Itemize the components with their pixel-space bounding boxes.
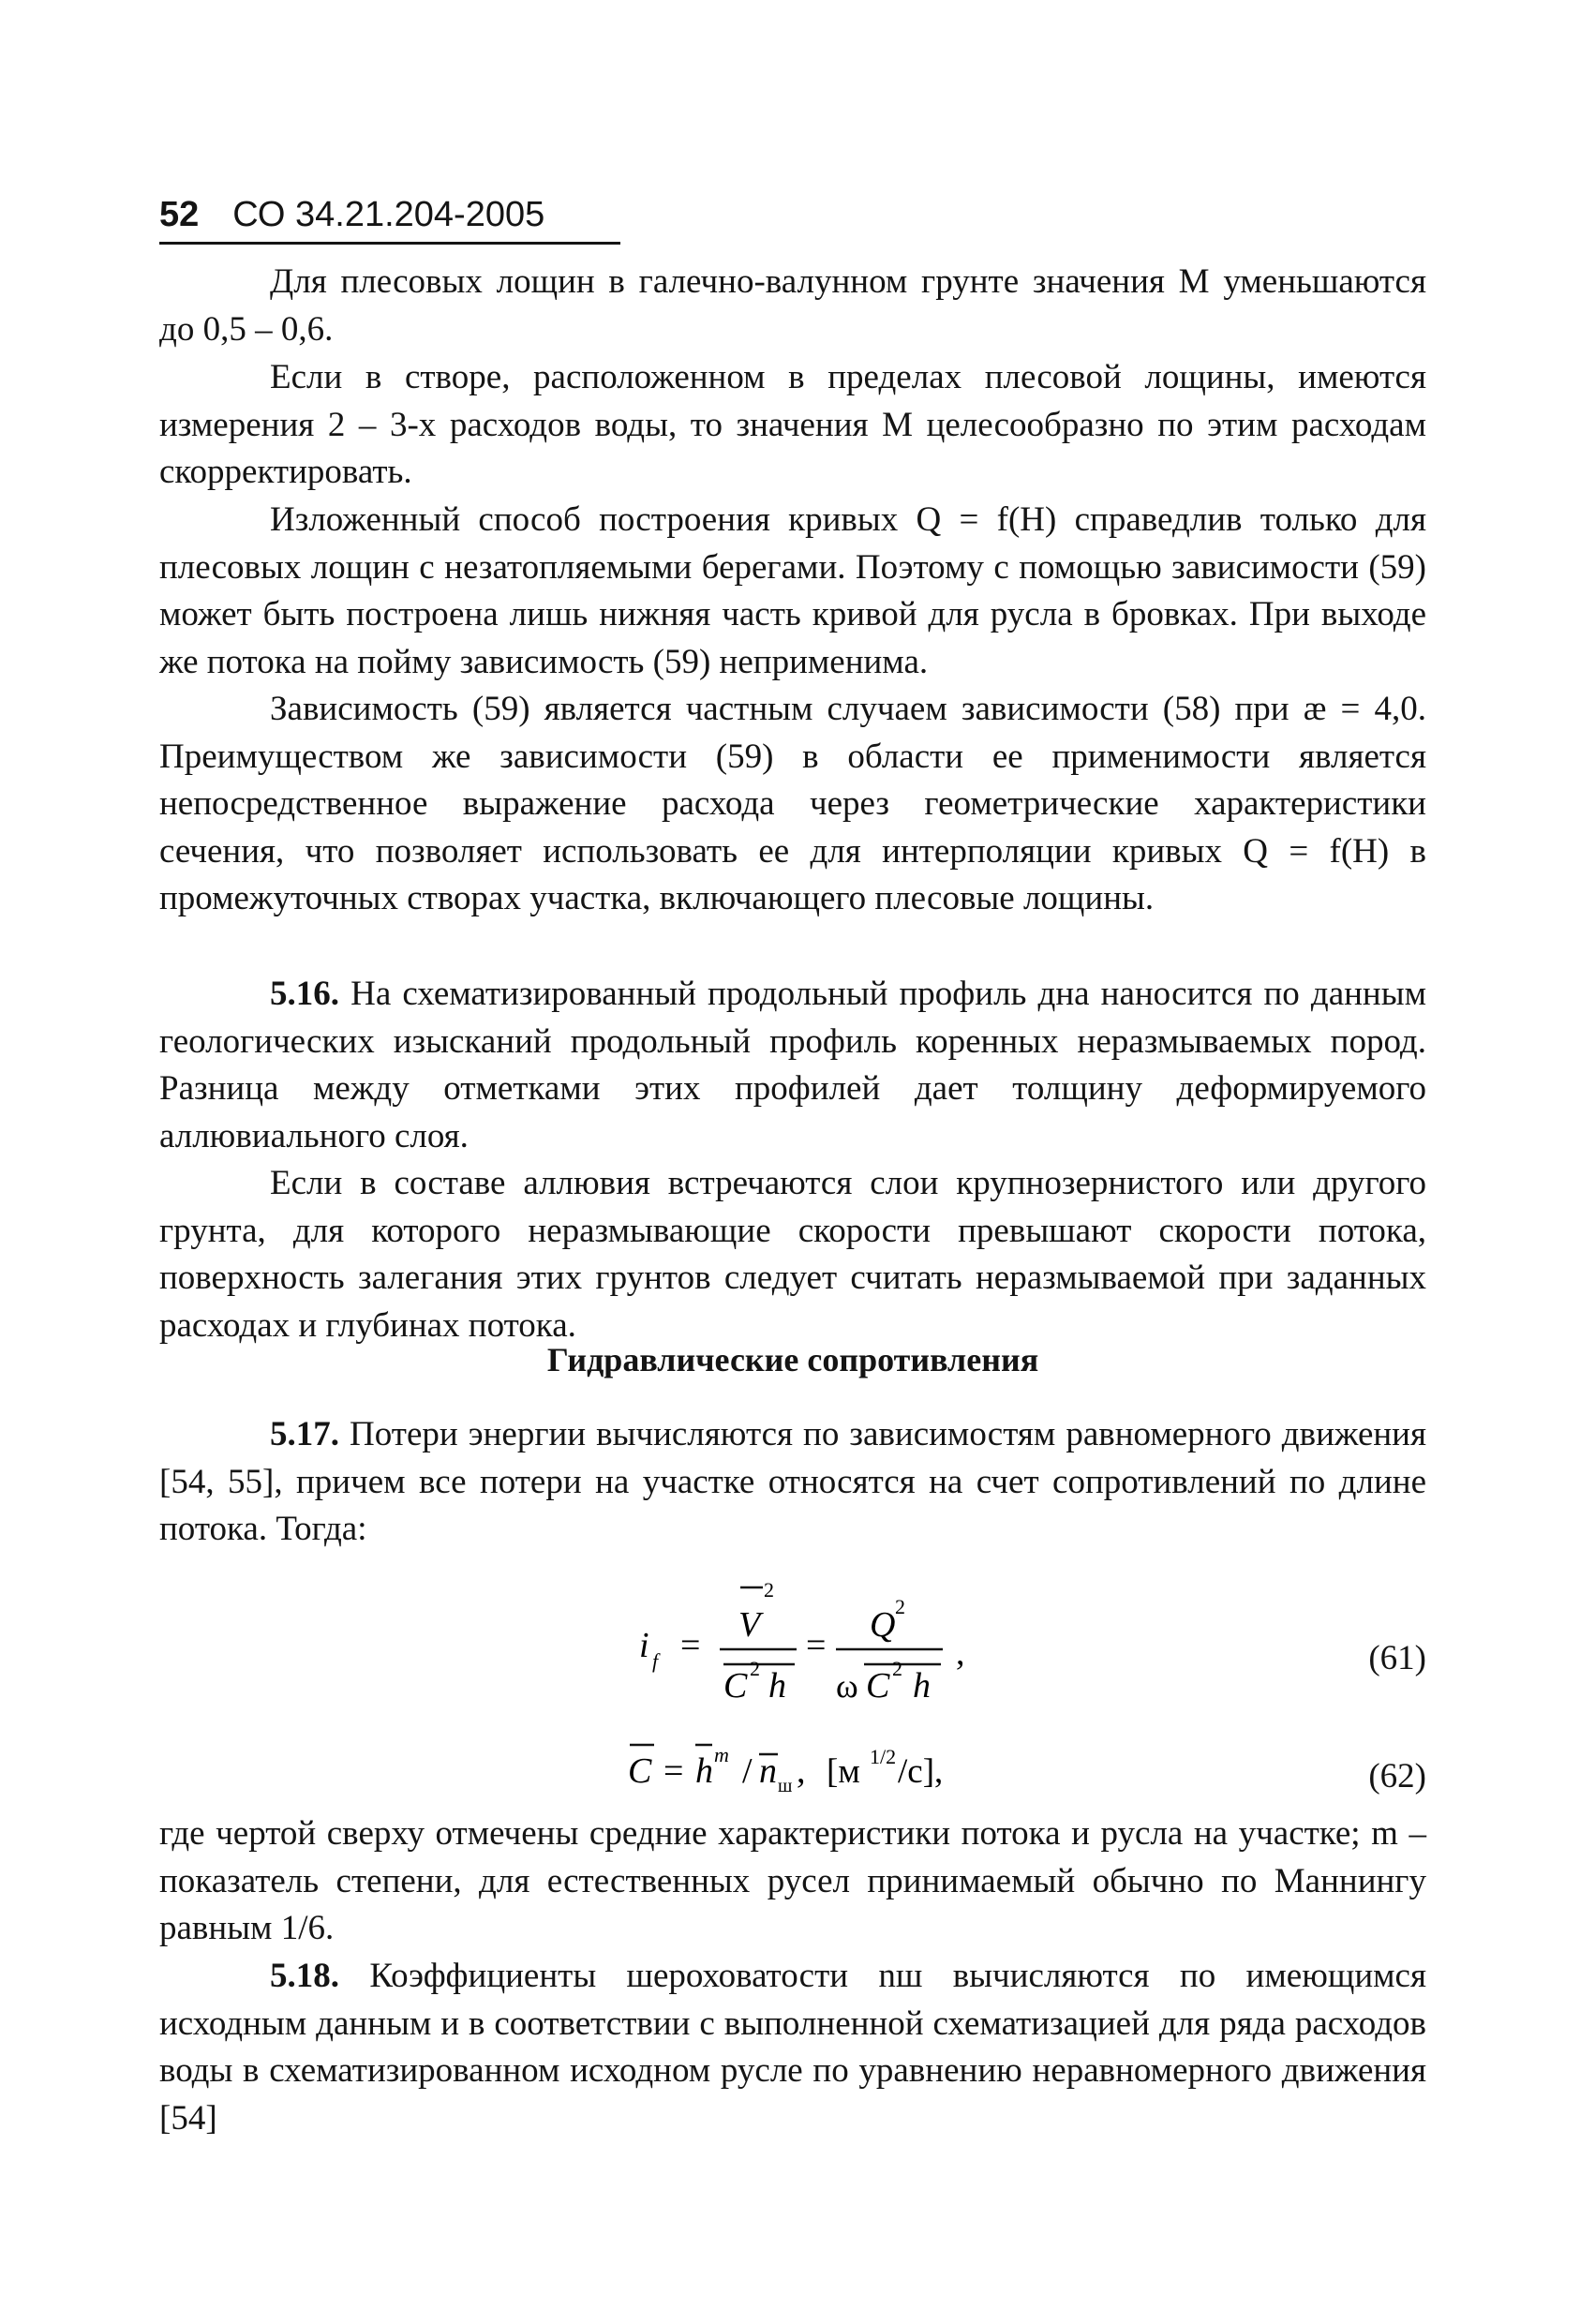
f61-lhs: i <box>639 1626 649 1665</box>
f61-den1-sup: 2 <box>750 1657 760 1680</box>
f61-den2-tail: h <box>913 1666 931 1706</box>
clause-number: 5.16. <box>270 975 339 1013</box>
formula-61 <box>628 1571 1021 1721</box>
f62-lhs: C <box>628 1751 652 1791</box>
paragraph-2: Если в створе, расположенном в пределах плесовой лощины, имеются измерения 2 – 3-х расходов воды, то значения M целесообразно по этим расходам скорректировать. <box>159 358 1426 491</box>
f62-units-tail: /с], <box>898 1752 944 1791</box>
f62-n-sub: ш <box>778 1776 793 1796</box>
paragraph-5-16: 5.16. На схематизированный продольный профиль дна наносится по данным геологических изысканий продольный профиль коренных неразмываемых пород. Разница между отметками этих профилей дает толщину деформируемого аллювиального слоя. <box>159 975 1426 1155</box>
document-code: СО 34.21.204-2005 <box>232 195 545 234</box>
f61-lhs-sub: f <box>652 1649 659 1673</box>
clause-number: 5.17. <box>270 1415 339 1453</box>
f61-den2-sup: 2 <box>892 1657 902 1680</box>
f61-eq-2: = <box>806 1626 827 1665</box>
f62-eq: = <box>663 1751 684 1791</box>
f62-units-sup: 1/2 <box>870 1745 897 1768</box>
formula-62 <box>619 1728 1031 1803</box>
f61-eq-1: = <box>680 1626 701 1665</box>
f61-num2-sup: 2 <box>895 1595 905 1618</box>
page-number: 52 <box>159 195 200 234</box>
page-header <box>159 187 620 245</box>
f61-den2-pre: ω <box>836 1667 858 1705</box>
paragraph-5-17: 5.17. Потери энергии вычисляются по зависимостям равномерного движения [54, 55], причем все потери на участке относятся на счет сопротивлений по длине потока. Тогда: <box>159 1415 1426 1548</box>
paragraph-4: Зависимость (59) является частным случаем зависимости (58) при æ = 4,0. Преимуществом же зависимости (59) в области ее применимости является непосредственное выражение расхода через геометрические характеристики сечения, что позволяет использовать ее для интерполяции кривых Q = f(H) в промежуточных створах участка, включающего плесовые лощины. <box>159 690 1426 917</box>
f61-den1-tail: h <box>768 1666 786 1706</box>
f62-n: n <box>759 1751 777 1791</box>
f62-comma: , <box>797 1751 806 1791</box>
equation-number-62: (62) <box>1368 1757 1426 1795</box>
paragraph-6: Если в составе аллювия встречаются слои крупнозернистого или другого грунта, для которого неразмывающие скорости превышают скорости потока, поверхность залегания этих грунтов следует считать неразмываемой при заданных расходах и глубинах потока. <box>159 1164 1426 1345</box>
f61-num2: Q <box>870 1605 896 1645</box>
section-heading: Гидравлические сопротивления <box>546 1341 1039 1378</box>
f62-h: h <box>695 1751 713 1791</box>
f61-comma: , <box>956 1633 965 1673</box>
paragraph-1: Для плесовых лощин в галечно-валунном грунте значения M уменьшаются до 0,5 – 0,6. <box>159 262 1426 349</box>
paragraph-3: Изложенный способ построения кривых Q = f(H) справедлив только для плесовых лощин с незатопляемыми берегами. Поэтому с помощью зависимости (59) может быть построена лишь нижняя часть кривой для русла в бровках. При выходе же потока на пойму зависимость (59) неприменима. <box>159 500 1426 681</box>
clause-number: 5.18. <box>270 1957 339 1995</box>
equation-number-61: (61) <box>1368 1639 1426 1677</box>
f61-num1-sup: 2 <box>764 1578 774 1601</box>
f61-den2: C <box>866 1666 890 1706</box>
f62-units: [м <box>827 1752 860 1791</box>
f61-den1: C <box>723 1666 748 1706</box>
paragraph-8: где чертой сверху отмечены средние характеристики потока и русла на участке; m – показатель степени, для естественных русел принимаемый обычно по Маннингу равным 1/6. <box>159 1814 1426 1947</box>
f62-h-sup: m <box>714 1743 729 1766</box>
f61-num1: V <box>738 1605 761 1645</box>
f62-slash: / <box>742 1751 753 1791</box>
paragraph-5-18: 5.18. Коэффициенты шероховатости nш вычисляются по имеющимся исходным данным и в соответствии с выполненной схематизацией для ряда расходов воды в схематизированном исходном русле по уравнению неравномерного движения [54] <box>159 1957 1426 2138</box>
